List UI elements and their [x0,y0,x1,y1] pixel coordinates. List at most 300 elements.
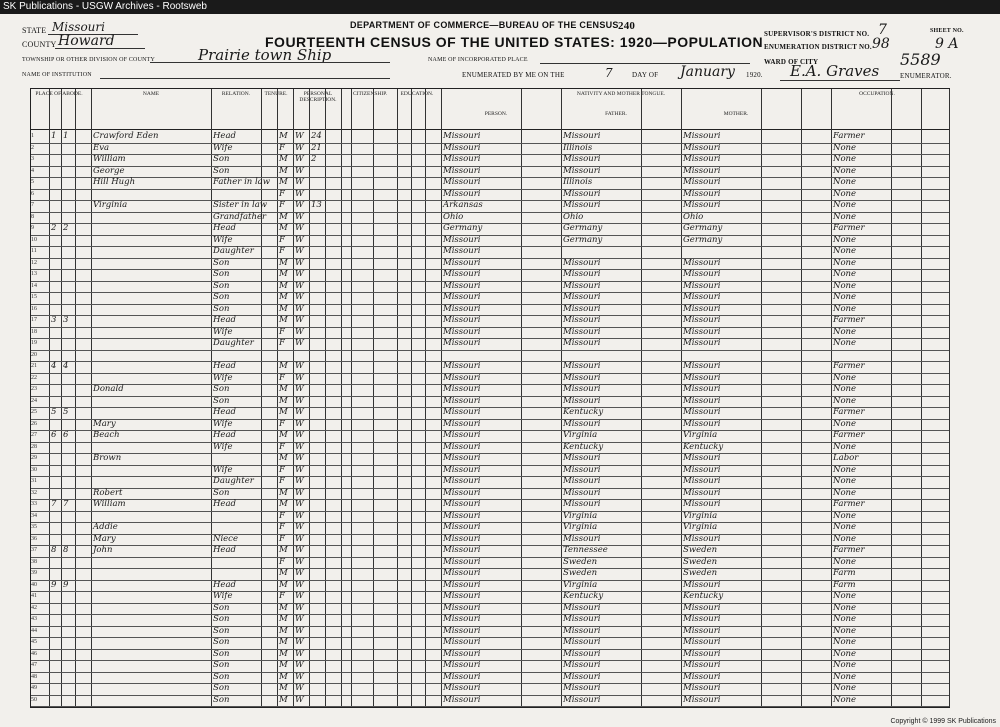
cell-dw: 8 [51,545,57,555]
township-label: TOWNSHIP OR OTHER DIVISION OF COUNTY [22,57,156,63]
cell-mother: Missouri [683,269,721,279]
cell-race: W [295,637,304,647]
cell-mother: Missouri [683,418,721,429]
table-row [31,396,949,408]
cell-birth: Missouri [443,476,481,486]
cell-mother: Missouri [683,257,721,268]
table-row [31,223,949,235]
cell-birth: Missouri [443,545,481,555]
page-title: FOURTEENTH CENSUS OF THE UNITED STATES: 1920—POPULATION [265,34,764,50]
cell-father: Tennessee [563,545,608,555]
cell-birth: Arkansas [443,200,483,210]
cell-mother: Missouri [683,326,721,337]
cell-father: Missouri [563,487,601,498]
table-row [31,235,949,247]
cell-birth: Germany [443,223,483,233]
cell-fam: 8 [63,545,69,555]
cell-father: Missouri [563,499,601,509]
cell-birth: Missouri [443,487,481,498]
cell-race: W [295,602,304,613]
cell-mother: Germany [683,223,723,233]
cell-birth: Missouri [443,464,481,475]
cell-occ: None [833,246,857,256]
cell-mother: Missouri [683,131,721,141]
cell-num: 29 [31,455,37,461]
cell-father: Missouri [563,326,601,337]
cell-race: W [295,131,304,141]
cell-father: Missouri [563,200,601,210]
table-row [31,361,949,373]
table-row [31,637,949,649]
township-value: Prairie town Ship [198,46,332,64]
cell-sex: F [279,234,285,245]
cell-race: W [295,407,304,417]
cell-occ: None [833,165,857,176]
cell-sex: M [279,614,288,624]
cell-occ: None [833,280,857,291]
cell-birth: Missouri [443,556,481,567]
cell-mother: Missouri [683,292,721,302]
cell-occ: None [833,326,857,337]
cell-name: Eva [93,142,110,153]
cell-birth: Missouri [443,671,481,682]
cell-sex: F [279,326,285,337]
cell-race: W [295,326,304,337]
cell-num: 12 [31,259,37,266]
cell-num: 46 [31,650,37,657]
cell-rel: Daughter [213,246,254,256]
cell-occ: None [833,556,857,567]
cell-age: 24 [311,131,322,141]
cell-num: 27 [31,432,37,438]
cell-sex: M [279,499,288,509]
cell-num: 50 [31,696,37,703]
table-row [31,672,949,684]
cell-race: W [295,246,304,256]
cell-occ: None [833,211,857,222]
cell-name: Beach [93,430,120,440]
cell-race: W [295,269,304,279]
cell-mother: Missouri [683,648,721,659]
cell-mother: Missouri [683,142,721,153]
cell-name: Hill Hugh [93,177,136,187]
cell-occ: None [833,487,857,498]
cell-rel: Son [213,165,230,176]
cell-birth: Missouri [443,533,481,544]
table-row [31,269,949,281]
cell-num: 24 [31,397,37,404]
cell-race: W [295,556,304,567]
cell-fam: 3 [63,315,69,325]
cell-rel: Son [213,602,230,613]
cell-sex: F [279,476,285,486]
cell-sex: M [279,292,288,302]
table-row [31,407,949,419]
cell-race: W [295,533,304,544]
cell-father: Missouri [563,395,601,406]
cell-occ: Farm [833,568,856,578]
cell-sex: M [279,384,288,394]
cell-race: W [295,223,304,233]
ward-value: 5589 [900,50,941,69]
table-row [31,315,949,327]
cell-birth: Missouri [443,142,481,153]
cell-rel: Son [213,280,230,291]
cell-occ: Farmer [833,361,865,371]
cell-father: Virginia [563,579,598,590]
cell-occ: None [833,510,857,521]
cell-birth: Missouri [443,257,481,268]
cell-mother: Missouri [683,499,721,509]
cell-father: Missouri [563,338,601,348]
cell-race: W [295,315,304,325]
cell-race: W [295,579,304,590]
cell-num: 2 [31,144,34,151]
col-name: NAME [142,91,160,97]
cell-occ: None [833,637,857,647]
cell-father: Ohio [563,211,584,222]
cell-race: W [295,234,304,245]
cell-dw: 3 [51,315,57,325]
cell-rel: Head [213,545,236,555]
cell-birth: Missouri [443,430,481,440]
cell-mother: Sweden [683,568,718,578]
cell-father: Kentucky [563,441,604,452]
cell-sex: F [279,418,285,429]
col-person: PERSON. [484,111,508,117]
cell-father: Virginia [563,430,598,440]
cell-father: Missouri [563,269,601,279]
cell-num: 41 [31,593,37,599]
cell-birth: Missouri [443,165,481,176]
cell-sex: M [279,579,288,590]
cell-birth: Missouri [443,418,481,429]
cell-sex: M [279,648,288,659]
cell-father: Illinois [563,142,593,153]
table-row [31,131,949,143]
cell-sex: M [279,545,288,555]
cell-sex: F [279,372,285,383]
cell-num: 48 [31,673,37,680]
cell-race: W [295,303,304,314]
cell-mother: Missouri [683,637,721,647]
supervisor-value: 7 [878,22,887,38]
cell-birth: Missouri [443,694,481,705]
cell-occ: None [833,522,857,532]
cell-fam: 4 [63,361,69,371]
cell-mother: Virginia [683,510,718,521]
cell-mother: Missouri [683,372,721,383]
cell-sex: M [279,303,288,314]
cell-sex: F [279,200,285,210]
cell-father: Missouri [563,384,601,394]
cell-occ: None [833,200,857,210]
cell-mother: Missouri [683,579,721,590]
cell-name: Brown [93,453,122,463]
table-row [31,292,949,304]
cell-age: 21 [311,142,322,153]
cell-occ: None [833,418,857,429]
cell-occ: None [833,177,857,187]
table-row [31,419,949,431]
cell-occ: Labor [833,453,859,463]
cell-occ: Farm [833,579,856,590]
cell-race: W [295,591,304,601]
cell-birth: Missouri [443,131,481,141]
col-father: FATHER. [605,111,627,117]
cell-fam: 1 [63,131,69,141]
table-row [31,430,949,442]
cell-sex: M [279,487,288,498]
cell-rel: Head [213,131,236,141]
cell-age: 2 [311,154,317,164]
cell-race: W [295,200,304,210]
cell-birth: Missouri [443,602,481,613]
cell-num: 43 [31,616,37,622]
table-row [31,557,949,569]
cell-sex: M [279,154,288,164]
cell-birth: Missouri [443,407,481,417]
cell-name: Mary [93,418,116,429]
cell-fam: 6 [63,430,69,440]
cell-mother: Missouri [683,200,721,210]
cell-num: 13 [31,271,37,277]
cell-race: W [295,154,304,164]
cell-num: 10 [31,236,37,243]
cell-birth: Missouri [443,292,481,302]
cell-race: W [295,142,304,153]
cell-dw: 6 [51,430,57,440]
table-row [31,442,949,454]
cell-sex: M [279,683,288,693]
enumerated-label: ENUMERATED BY ME ON THE [462,71,565,79]
cell-sex: M [279,430,288,440]
enumerator-value: E.A. Graves [790,62,880,80]
cell-race: W [295,430,304,440]
cell-num: 28 [31,443,37,450]
cell-race: W [295,177,304,187]
cell-rel: Son [213,154,230,164]
cell-mother: Missouri [683,476,721,486]
cell-num: 18 [31,328,37,335]
cell-race: W [295,510,304,521]
cell-occ: Farmer [833,430,865,440]
cell-num: 47 [31,662,37,668]
cell-mother: Missouri [683,602,721,613]
cell-occ: Farmer [833,223,865,233]
col-personal-description: PERSONAL DESCRIPTION. [299,91,337,103]
table-row [31,212,949,224]
cell-birth: Missouri [443,614,481,624]
cell-occ: None [833,303,857,314]
cell-sex: M [279,223,288,233]
cell-num: 25 [31,409,37,415]
cell-sex: M [279,165,288,176]
cell-mother: Missouri [683,453,721,463]
enumeration-label: ENUMERATION DISTRICT NO. [764,43,872,51]
incorporated-label: NAME OF INCORPORATED PLACE [428,57,528,63]
cell-birth: Missouri [443,591,481,601]
cell-mother: Missouri [683,487,721,498]
cell-mother: Missouri [683,614,721,624]
cell-fam: 9 [63,579,69,590]
cell-occ: None [833,372,857,383]
cell-occ: None [833,476,857,486]
county-value: Howard [58,33,115,49]
cell-mother: Missouri [683,154,721,164]
cell-sex: F [279,441,285,452]
cell-rel: Son [213,614,230,624]
cell-birth: Missouri [443,326,481,337]
cell-name: George [93,165,125,176]
cell-num: 11 [31,248,37,254]
cell-num: 42 [31,604,37,611]
cell-num: 5 [31,179,34,185]
cell-father: Missouri [563,671,601,682]
cell-sex: F [279,591,285,601]
institution-label: NAME OF INSTITUTION [22,72,92,78]
table-row [31,649,949,661]
col-education: EDUCATION. [400,91,434,97]
table-row [31,384,949,396]
cell-father: Missouri [563,154,601,164]
cell-race: W [295,648,304,659]
table-row [31,465,949,477]
cell-mother: Missouri [683,660,721,670]
cell-birth: Missouri [443,453,481,463]
col-citizenship: CITIZENSHIP. [352,91,388,97]
table-row [31,453,949,465]
month-value: January [680,64,735,80]
table-row [31,143,949,155]
cell-father: Missouri [563,453,601,463]
cell-occ: None [833,154,857,164]
cell-mother: Missouri [683,384,721,394]
cell-race: W [295,476,304,486]
table-row [31,258,949,270]
cell-num: 30 [31,466,37,473]
cell-father: Missouri [563,131,601,141]
cell-birth: Missouri [443,395,481,406]
cell-father: Germany [563,223,603,233]
table-row [31,154,949,166]
table-row [31,327,949,339]
col-occupation: OCCUPATION. [859,91,895,97]
table-row [31,476,949,488]
cell-num: 39 [31,570,37,576]
cell-race: W [295,625,304,636]
cell-rel: Wife [213,591,233,601]
cell-rel: Son [213,625,230,636]
col-relation: RELATION. [221,91,251,97]
cell-birth: Missouri [443,510,481,521]
cell-fam: 7 [63,499,69,509]
cell-sex: F [279,522,285,532]
cell-father: Missouri [563,361,601,371]
cell-dw: 5 [51,407,57,417]
cell-rel: Niece [213,533,238,544]
state-label: STATE [22,26,47,35]
cell-name: Mary [93,533,116,544]
cell-father: Missouri [563,257,601,268]
cell-rel: Sister in law [213,200,268,210]
cell-father: Kentucky [563,407,604,417]
cell-father: Missouri [563,418,601,429]
census-table [30,88,950,708]
cell-num: 22 [31,374,37,381]
table-row [31,614,949,626]
cell-num: 16 [31,305,37,312]
cell-num: 8 [31,213,34,220]
table-row [31,522,949,534]
cell-dw: 1 [51,131,57,141]
table-row [31,695,949,707]
cell-father: Sweden [563,556,598,567]
cell-dw: 2 [51,223,57,233]
cell-occ: None [833,591,857,601]
cell-mother: Virginia [683,522,718,532]
cell-num: 40 [31,581,37,588]
cell-sex: M [279,625,288,636]
cell-birth: Missouri [443,234,481,245]
cell-age: 13 [311,200,322,210]
cell-rel: Wife [213,234,233,245]
cell-num: 6 [31,190,34,197]
cell-rel: Daughter [213,476,254,486]
cell-father: Missouri [563,292,601,302]
cell-dw: 9 [51,579,57,590]
state-value: Missouri [52,20,105,34]
cell-race: W [295,453,304,463]
table-row [31,304,949,316]
cell-num: 21 [31,363,37,369]
cell-race: W [295,545,304,555]
cell-sex: F [279,142,285,153]
cell-race: W [295,188,304,199]
cell-num: 9 [31,225,34,231]
cell-father: Missouri [563,694,601,705]
cell-occ: None [833,269,857,279]
cell-race: W [295,683,304,693]
enumerator-label: ENUMERATOR. [900,72,952,80]
cell-num: 14 [31,282,37,289]
cell-father: Kentucky [563,591,604,601]
cell-birth: Missouri [443,648,481,659]
table-row [31,511,949,523]
cell-race: W [295,694,304,705]
cell-sex: M [279,257,288,268]
cell-race: W [295,257,304,268]
cell-birth: Missouri [443,280,481,291]
cell-birth: Missouri [443,637,481,647]
cell-sex: F [279,556,285,567]
cell-birth: Missouri [443,154,481,164]
cell-rel: Wife [213,326,233,337]
sheet-code: 240 [618,20,636,32]
cell-race: W [295,372,304,383]
cell-birth: Ohio [443,211,464,222]
table-row [31,338,949,350]
cell-father: Missouri [563,315,601,325]
cell-occ: Farmer [833,545,865,555]
county-label: COUNTY [22,40,57,49]
cell-num: 20 [31,351,37,358]
table-row [31,350,949,362]
cell-num: 7 [31,202,34,208]
cell-mother: Sweden [683,545,718,555]
cell-num: 33 [31,501,37,507]
cell-num: 15 [31,294,37,300]
